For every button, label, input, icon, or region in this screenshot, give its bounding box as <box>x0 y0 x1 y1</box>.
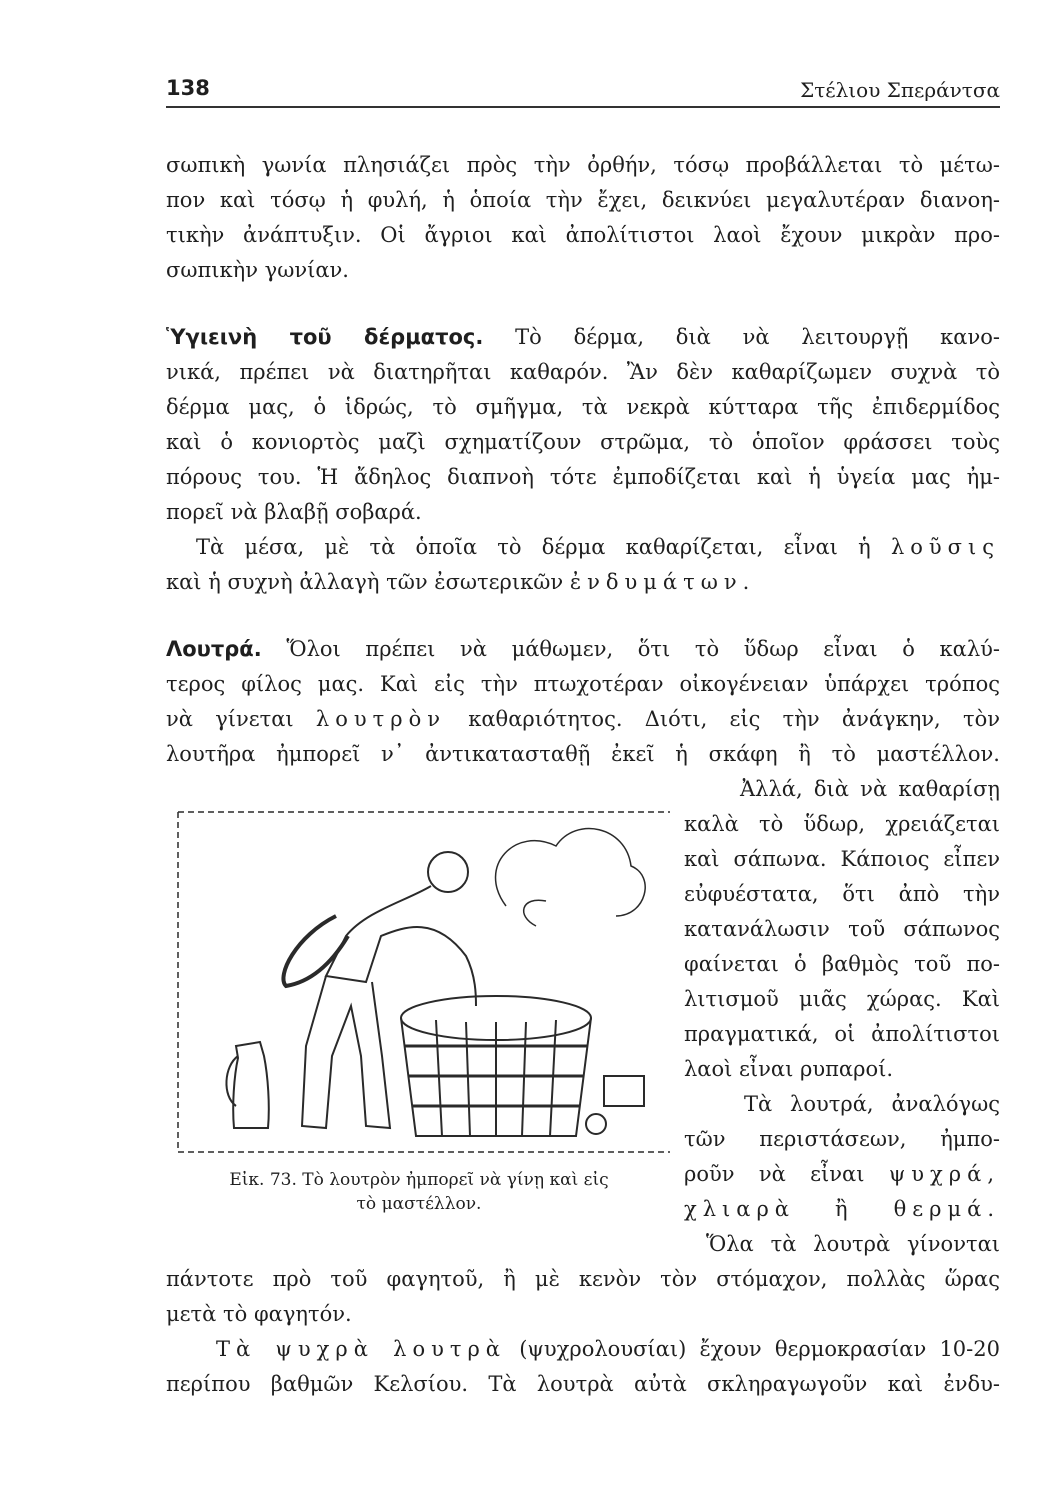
text-run: νὰ γίνεται <box>166 707 294 731</box>
text-line: πάντοτε πρὸ τοῦ φαγητοῦ, ἢ μὲ κενὸν τὸν στόμαχον, πολλὰς ὥρας <box>166 1267 1000 1291</box>
text-run: καθαριότητος. Διότι, εἰς τὴν ἀνάγκην, τὸν <box>468 707 1000 731</box>
caption-line: Εἰκ. 73. Τὸ λουτρὸν ἠμπορεῖ νὰ γίνῃ καὶ εἰς <box>229 1170 609 1190</box>
text-line: νικά, πρέπει νὰ διατηρῆται καθαρόν. Ἂν δὲν καθαρίζωμεν συχνὰ τὸ <box>166 360 1000 384</box>
text-line: πορεῖ νὰ βλαβῇ σοβαρά. <box>166 500 422 524</box>
text-run: Τὰ μέσα, μὲ τὰ ὁποῖα τὸ δέρμα καθαρίζεται, εἶναι ἡ <box>196 535 871 559</box>
text-line: πόρους του. Ἡ ἄδηλος διαπνοὴ τότε ἐμποδίζεται καὶ ἡ ὑγεία μας ἠμ- <box>166 465 1000 489</box>
boy-head-icon <box>428 852 468 892</box>
page-header <box>166 76 1000 108</box>
soap-icon <box>604 1076 644 1106</box>
text-line <box>684 1194 1000 1224</box>
jug-icon <box>233 1042 269 1128</box>
text-run: Ὅλοι πρέπει νὰ μάθωμεν, ὅτι τὸ ὕδωρ εἶναι ὁ καλύ- <box>286 637 1000 661</box>
spaced-emphasis: Τὰ ψυχρὰ λουτρὰ <box>216 1337 506 1361</box>
section-heading: Ὑγιεινὴ τοῦ δέρματος. <box>166 325 484 349</box>
section-heading: Λουτρά. <box>166 637 262 661</box>
spaced-emphasis: λοῦσις <box>890 535 1000 559</box>
text-line: περίπου βαθμῶν Κελσίου. Τὰ λουτρὰ αὐτὰ σκληραγωγοῦν καὶ ἐνδυ- <box>166 1372 1000 1396</box>
text-line: μετὰ τὸ φαγητόν. <box>166 1302 352 1326</box>
text-run: ροῦν νὰ εἶναι <box>684 1162 865 1186</box>
page-number: 138 <box>166 76 210 100</box>
text-line: λιτισμοῦ μιᾶς χώρας. Καὶ <box>684 987 1000 1011</box>
text-line: λαοὶ εἶναι ρυπαροί. <box>684 1057 894 1081</box>
caption-line: τὸ μαστέλλον. <box>356 1194 482 1214</box>
text-run: Τὸ δέρμα, διὰ νὰ λειτουργῇ κανο- <box>515 325 1000 349</box>
text-line: τικὴν ἀνάπτυξιν. Οἱ ἄγριοι καὶ ἀπολίτιστοι λαοὶ ἔχουν μικρὰν προ- <box>166 223 1000 247</box>
section-heading-line <box>166 322 1000 352</box>
text-line: δέρμα μας, ὁ ἱδρώς, τὸ σμῆγμα, τὰ νεκρὰ κύτταρα τῆς ἐπιδερμίδος <box>166 395 1000 419</box>
text-line: Τὰ λουτρά, ἀναλόγως <box>744 1092 1000 1116</box>
text-run: καὶ ἡ συχνὴ ἀλλαγὴ τῶν ἐσωτερικῶν <box>166 570 564 594</box>
bath-illustration <box>176 806 672 1158</box>
text-line <box>166 704 1000 734</box>
text-line: εὐφυέστατα, ὅτι ἀπὸ τὴν <box>684 882 1000 906</box>
section-heading-line <box>166 634 1000 664</box>
text-line: Ὅλα τὰ λουτρὰ γίνονται <box>706 1232 1000 1256</box>
spaced-emphasis: χλιαρὰ ἢ θερμά. <box>684 1197 1000 1221</box>
text-run: (ψυχρολουσίαι) ἔχουν θερμοκρασίαν 10-20 <box>519 1337 1000 1361</box>
text-line: τερος φίλος μας. Καὶ εἰς τὴν πτωχοτέραν οἰκογένειαν ὑπάρχει τρόπος <box>166 672 1000 696</box>
text-line: λουτῆρα ἠμπορεῖ ν᾽ ἀντικατασταθῇ ἐκεῖ ἡ σκάφη ἢ τὸ μαστέλλον. <box>166 742 1000 766</box>
running-head: Στέλιου Σπεράντσα <box>800 78 1000 102</box>
text-line: πραγματικά, οἱ ἀπολίτιστοι <box>684 1022 1000 1046</box>
text-line <box>684 1159 1000 1189</box>
text-line <box>196 532 1000 562</box>
text-line: κατανάλωσιν τοῦ σάπωνος <box>684 917 1000 941</box>
text-line: καὶ ὁ κονιορτὸς μαζὶ σχηματίζουν στρῶμα, τὸ ὁποῖον φράσσει τοὺς <box>166 430 1000 454</box>
steam-icon <box>496 829 646 916</box>
text-line: πον καὶ τόσῳ ἡ φυλή, ἡ ὁποία τὴν ἔχει, δεικνύει μεγαλυτέραν διανοη- <box>166 188 1000 212</box>
text-line: τῶν περιστάσεων, ἠμπο- <box>684 1127 1000 1151</box>
text-line: σωπικὴν γωνίαν. <box>166 258 349 282</box>
text-line <box>216 1334 1000 1364</box>
text-line: καλὰ τὸ ὕδωρ, χρειάζεται <box>684 812 1000 836</box>
text-line: Ἀλλά, διὰ νὰ καθαρίσῃ <box>740 777 1000 801</box>
text-line: σωπικὴ γωνία πλησιάζει πρὸς τὴν ὀρθήν, τόσῳ προβάλλεται τὸ μέτω- <box>166 153 1000 177</box>
figure-caption <box>166 1168 672 1216</box>
spaced-emphasis: ψυχρά, <box>888 1162 1000 1186</box>
towel-icon <box>283 916 348 986</box>
text-line: φαίνεται ὁ βαθμὸς τοῦ πο- <box>684 952 1000 976</box>
spaced-emphasis: ἐνδυμάτων. <box>569 570 756 594</box>
text-line <box>166 567 1000 597</box>
spaced-emphasis: λουτρὸν <box>315 707 446 731</box>
figure-frame <box>178 812 670 1152</box>
text-line: καὶ σάπωνα. Κάποιος εἶπεν <box>684 847 1000 871</box>
sponge-icon <box>586 1114 606 1134</box>
